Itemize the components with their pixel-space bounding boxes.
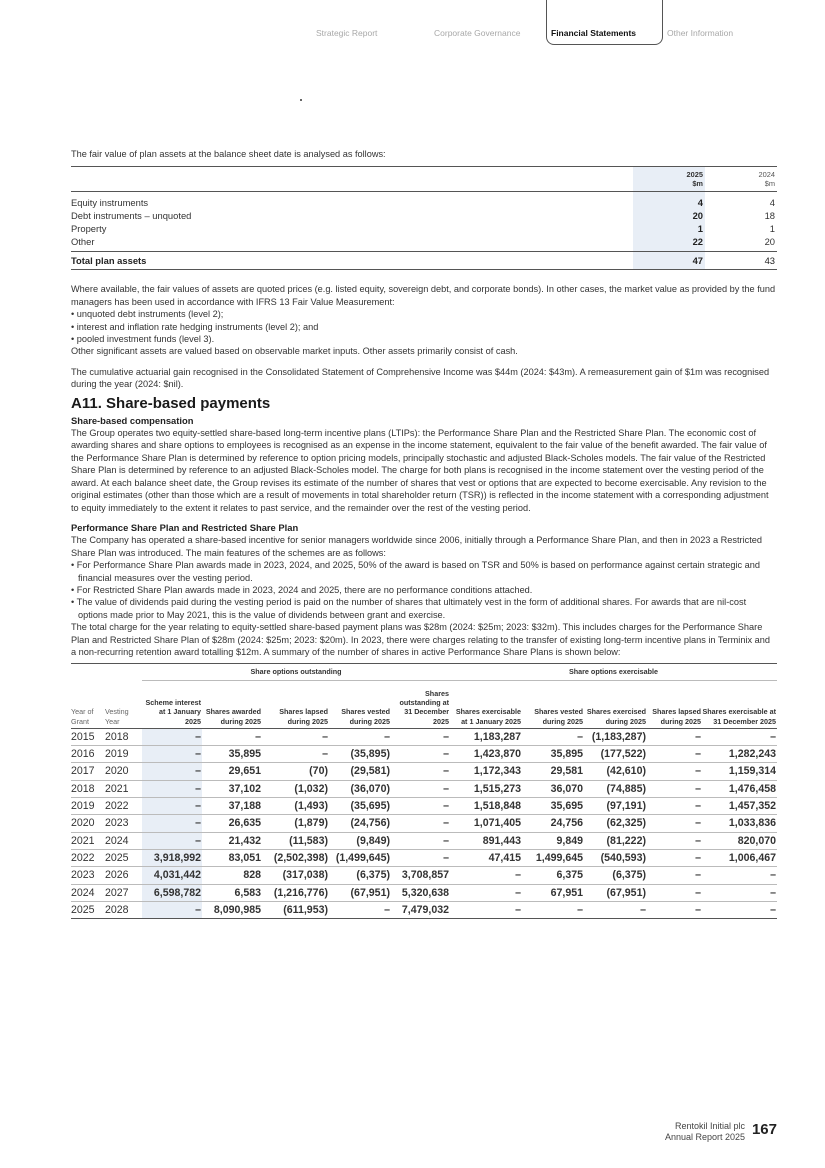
col-header: Shares vested during 2025 (329, 684, 391, 729)
table-cell: 1,071,405 (450, 815, 522, 832)
table-cell: – (262, 728, 329, 745)
table-cell: 37,188 (202, 798, 262, 815)
paragraph-plans: The Company has operated a share-based incentive for senior managers worldwide since 2006, initially through a Performance Share Plan, and then in 2023 a Restricted Share Plan was introduced. The main features of the schemes are as follows: (71, 535, 762, 558)
list-item: • For Restricted Share Plan awards made in 2023, 2024 and 2025, there are no performance conditions attached. (71, 584, 533, 595)
table-cell: – (391, 780, 450, 797)
col-header: Shares awarded during 2025 (202, 684, 262, 729)
table-cell: 2023 (71, 867, 105, 884)
section-nav (0, 0, 825, 46)
table-cell: (74,885) (584, 780, 647, 797)
table-cell: 2020 (71, 815, 105, 832)
subheading-compensation: Share-based compensation (71, 414, 194, 426)
col-header: Shares exercisable at 1 January 2025 (450, 684, 522, 729)
table-row (71, 798, 777, 815)
table-cell: 2025 (71, 901, 105, 918)
stray-dot (300, 99, 302, 101)
table-cell: 36,070 (522, 780, 584, 797)
list-item: • The value of dividends paid during the vesting period is paid on the number of shares that ultimately vest in the form of additional shares. For awards that are nil-cost options made prior to May 2021, this is the value of dividends between grant and exercise. (71, 597, 747, 620)
table-cell: (11,583) (262, 832, 329, 849)
table-cell: (6,375) (584, 867, 647, 884)
paragraph-quoted-prices: Where available, the fair values of assets are quoted prices (e.g. listed equity, sovereign debt, and corporate bonds). In other cases, the market value as provided by the fund managers has been used in accordance with IFRS 13 Fair Value Measurement: (71, 284, 776, 307)
table-cell: – (647, 763, 702, 780)
table-cell: 1,457,352 (702, 798, 777, 815)
table-cell: – (647, 849, 702, 866)
table-cell: 828 (202, 867, 262, 884)
table-cell: 37,102 (202, 780, 262, 797)
col-header: Shares exercised during 2025 (584, 684, 647, 729)
col-header: Shares lapsed during 2025 (262, 684, 329, 729)
tab-financial-statements[interactable]: Financial Statements (551, 28, 637, 38)
paragraph-compensation: The Group operates two equity-settled share-based long-term incentive plans (LTIPs): the Performance Share Plan and the Restricted Share Plan. The economic cost of awarding shares and share options to employees is recognised as an expense in the income statement, equivalent to the fair value of the benefit awarded. The fair value of the Performance Share Plan is determined by reference to option pricing models, principally stochastic and adjusted Black-Scholes models. The fair value of the Restricted Share Plan is determined by reference to an adjusted Black-Scholes model. The charge for both plans is recognised in the income statement over the vesting period of the award. At each balance sheet date, the Group revises its estimate of the number of shares that vest or options that are expected to become exercisable. Any revision to the original estimates (other than those which are a result of movements in total shareholder return (TSR)) is reflected in the income statement with a corresponding adjustment to equity immediately to the extent it relates to past service, and the remainder over the rest of the vesting period. (71, 428, 769, 513)
table-cell: 35,695 (522, 798, 584, 815)
table-cell: 2016 (71, 746, 105, 763)
plan-assets-intro: The fair value of plan assets at the balance sheet date is analysed as follows: (71, 149, 386, 159)
table-cell: – (702, 901, 777, 918)
table-row (71, 763, 777, 780)
table-row (71, 815, 777, 832)
table-cell: (97,191) (584, 798, 647, 815)
table-cell: – (702, 884, 777, 901)
table-row (71, 884, 777, 901)
list-item: • pooled investment funds (level 3). (71, 334, 215, 345)
share-options-table (71, 663, 777, 919)
group-exercisable: Share options exercisable (450, 664, 777, 684)
table-cell: – (142, 815, 202, 832)
table-cell: – (450, 884, 522, 901)
col-header: Shares lapsed during 2025 (647, 684, 702, 729)
col-header: Scheme interest at 1 January 2025 (142, 684, 202, 729)
table-cell: 83,051 (202, 849, 262, 866)
list-item: • unquoted debt instruments (level 2); (71, 309, 224, 320)
table-cell: 2019 (71, 798, 105, 815)
table-cell: (1,493) (262, 798, 329, 815)
table-cell: (2,502,398) (262, 849, 329, 866)
table-cell: – (647, 746, 702, 763)
table-cell: (35,895) (329, 746, 391, 763)
table-row (71, 832, 777, 849)
table-cell: – (142, 798, 202, 815)
table-cell: (81,222) (584, 832, 647, 849)
table-cell: 35,895 (522, 746, 584, 763)
table-cell: 2027 (105, 884, 142, 901)
table-cell: – (142, 728, 202, 745)
paragraph-other-assets: Other significant assets are valued based on observable market inputs. Other assets primarily consist of cash. (71, 346, 518, 357)
table-cell: 8,090,985 (202, 901, 262, 918)
table-cell: 1,172,343 (450, 763, 522, 780)
table-cell: 2015 (71, 728, 105, 745)
table-cell: 67,951 (522, 884, 584, 901)
footer-company: Rentokil Initial plc (674, 1121, 745, 1131)
table-cell: – (647, 728, 702, 745)
footer-report: Annual Report 2025 (664, 1132, 745, 1142)
table-cell: 2021 (105, 780, 142, 797)
table-cell: – (647, 780, 702, 797)
table-cell: (611,953) (262, 901, 329, 918)
table-cell: (35,695) (329, 798, 391, 815)
plan-assets-table (71, 166, 777, 270)
col-header: Shares outstanding at 31 December 2025 (391, 684, 450, 729)
table-cell: (24,756) (329, 815, 391, 832)
plan-features-list (71, 559, 777, 621)
table-cell: – (391, 832, 450, 849)
table-cell: 1,515,273 (450, 780, 522, 797)
table-cell: 21,432 (202, 832, 262, 849)
table-cell: 2024 (71, 884, 105, 901)
col-header: Vesting Year (105, 684, 142, 729)
level-list (71, 308, 777, 345)
table-cell: 2028 (105, 901, 142, 918)
table-cell: 2022 (71, 849, 105, 866)
table-cell: (1,879) (262, 815, 329, 832)
subheading-plans: Performance Share Plan and Restricted Share Plan (71, 521, 299, 533)
table-cell: – (391, 849, 450, 866)
table-cell: 4,031,442 (142, 867, 202, 884)
table-cell: 9,849 (522, 832, 584, 849)
table-cell: (36,070) (329, 780, 391, 797)
table-cell: 6,375 (522, 867, 584, 884)
table-cell: 1,183,287 (450, 728, 522, 745)
table-cell: 2018 (71, 780, 105, 797)
group-header-row (71, 664, 777, 684)
table-row: Equity instruments 4 4 (71, 192, 777, 210)
table-cell: – (584, 901, 647, 918)
table-row (71, 849, 777, 866)
table-cell: – (202, 728, 262, 745)
table-cell: – (647, 832, 702, 849)
table-cell: 3,708,857 (391, 867, 450, 884)
table-cell: 2024 (105, 832, 142, 849)
table-cell: (67,951) (329, 884, 391, 901)
table-cell: 2017 (71, 763, 105, 780)
table-cell: 891,443 (450, 832, 522, 849)
table-cell: – (647, 798, 702, 815)
table-cell: – (702, 867, 777, 884)
tab-strategic-report[interactable]: Strategic Report (316, 28, 378, 38)
table-cell: 5,320,638 (391, 884, 450, 901)
table-cell: – (391, 746, 450, 763)
table-cell: 47,415 (450, 849, 522, 866)
table-cell: (540,593) (584, 849, 647, 866)
table-cell: 820,070 (702, 832, 777, 849)
table-cell: 2018 (105, 728, 142, 745)
table-cell: – (142, 901, 202, 918)
table-cell: – (329, 901, 391, 918)
paragraph-actuarial: The cumulative actuarial gain recognised in the Consolidated Statement of Comprehensive Income was $44m (2024: $43m). A remeasurement gain of $1m was recognised during the year (2024: $nil). (71, 366, 770, 390)
table-cell: (1,216,776) (262, 884, 329, 901)
table-cell: (6,375) (329, 867, 391, 884)
table-cell: (1,032) (262, 780, 329, 797)
table-cell: 2019 (105, 746, 142, 763)
table-cell: – (647, 815, 702, 832)
table-cell: – (450, 867, 522, 884)
table-cell: 2025 (105, 849, 142, 866)
table-cell: 2022 (105, 798, 142, 815)
table-cell: – (142, 780, 202, 797)
table-cell: (67,951) (584, 884, 647, 901)
table-cell: 2021 (71, 832, 105, 849)
table-cell: – (391, 815, 450, 832)
active-tab-frame (546, 0, 663, 45)
table-cell: – (391, 798, 450, 815)
table-cell: 1,476,458 (702, 780, 777, 797)
table-cell: – (702, 728, 777, 745)
table-cell: – (647, 867, 702, 884)
total-row: Total plan assets 47 43 (71, 252, 777, 270)
table-cell: 2020 (105, 763, 142, 780)
col-header: Year of Grant (71, 684, 105, 729)
tab-other-information[interactable]: Other Information (667, 28, 734, 38)
table-cell: 35,895 (202, 746, 262, 763)
table-cell: (177,522) (584, 746, 647, 763)
table-cell: – (391, 763, 450, 780)
group-outstanding: Share options outstanding (142, 664, 450, 684)
list-item: • For Performance Share Plan awards made in 2023, 2024, and 2025, 50% of the award is based on TSR and 50% is based on performance against certain strategic and financial measures over the vesting period. (71, 560, 760, 583)
table-cell: – (647, 884, 702, 901)
table-row: Other 22 20 (71, 235, 777, 252)
share-table-body (71, 728, 777, 918)
table-cell: 6,598,782 (142, 884, 202, 901)
col-header: Shares exercisable at 31 December 2025 (702, 684, 777, 729)
table-cell: – (142, 832, 202, 849)
table-cell: 7,479,032 (391, 901, 450, 918)
table-row: Debt instruments – unquoted 20 18 (71, 210, 775, 222)
list-item: • interest and inflation rate hedging instruments (level 2); and (71, 321, 319, 332)
col-2024: 2024 $m (705, 167, 777, 192)
table-cell: – (522, 901, 584, 918)
table-cell: 1,499,645 (522, 849, 584, 866)
table-cell: – (391, 728, 450, 745)
table-cell: 26,635 (202, 815, 262, 832)
table-row (71, 867, 777, 884)
tab-corporate-governance[interactable]: Corporate Governance (434, 28, 521, 38)
table-cell: – (450, 901, 522, 918)
table-cell: 1,006,467 (702, 849, 777, 866)
table-row (71, 780, 777, 797)
paragraph-total-charge: The total charge for the year relating to equity-settled share-based payment plans was $28m (2024: $25m; 2023: $32m). This includes charges for the Performance Share Plan and Restricted Share Plan of $28m (2024: $25m; 2023: $20m). In 2023, there were charges relating to the transfer of existing long-term incentive plans in Terminix and a non-recurring retention award totalling $12m. A summary of the number of shares in active Performance Share Plans is shown below: (71, 622, 770, 657)
table-cell: 1,423,870 (450, 746, 522, 763)
table-cell: – (262, 746, 329, 763)
table-cell: (29,581) (329, 763, 391, 780)
table-cell: 1,518,848 (450, 798, 522, 815)
plan-assets-table-wrap (71, 166, 777, 270)
table-row (71, 901, 777, 918)
col-header: Shares vested during 2025 (522, 684, 584, 729)
table-cell: – (329, 728, 391, 745)
table-cell: (317,038) (262, 867, 329, 884)
table-cell: 24,756 (522, 815, 584, 832)
table-cell: 1,033,836 (702, 815, 777, 832)
table-cell: 2026 (105, 867, 142, 884)
table-cell: 29,651 (202, 763, 262, 780)
table-cell: (1,499,645) (329, 849, 391, 866)
table-row: Property 1 1 (71, 223, 775, 235)
table-cell: (1,183,287) (584, 728, 647, 745)
table-row (71, 728, 777, 745)
page-number: 167 (751, 1121, 777, 1138)
table-cell: (70) (262, 763, 329, 780)
table-cell: 29,581 (522, 763, 584, 780)
table-cell: (42,610) (584, 763, 647, 780)
table-cell: 6,583 (202, 884, 262, 901)
table-cell: – (142, 746, 202, 763)
table-cell: 2023 (105, 815, 142, 832)
table-row (71, 746, 777, 763)
column-header-row (71, 684, 777, 729)
table-cell: 1,282,243 (702, 746, 777, 763)
table-cell: 3,918,992 (142, 849, 202, 866)
section-title: A11. Share-based payments (71, 394, 271, 412)
table-cell: – (647, 901, 702, 918)
table-cell: (9,849) (329, 832, 391, 849)
table-cell: (62,325) (584, 815, 647, 832)
col-2025: 2025 $m (633, 167, 705, 192)
table-cell: – (142, 763, 202, 780)
table-cell: 1,159,314 (702, 763, 777, 780)
page-content (71, 148, 777, 919)
table-cell: – (522, 728, 584, 745)
